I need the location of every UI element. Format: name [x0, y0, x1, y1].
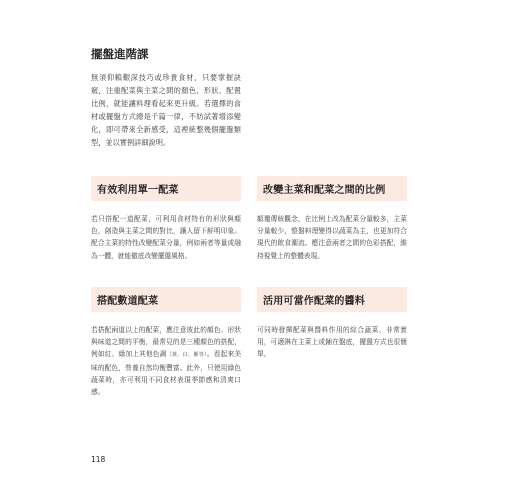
card-body-note: （黃、白、紫等）: [166, 352, 207, 359]
card-title: 改變主菜和配菜之間的比例: [263, 185, 386, 196]
card-header: [91, 287, 241, 312]
tip-card-multiple-side-dishes: [91, 287, 241, 398]
card-body: 顛覆傳統觀念，在比例上改為配菜分量較多，主菜分量較少，整盤料理變得以蔬菜為主，也更加符合現代的飲食潮流。應注意兩者之間的色彩搭配，維持視覺上的整體表現。: [257, 215, 407, 260]
card-body-text: 若搭配兩道以上的配菜，應注意彼此的顏色、形狀與味道之間的平衡，最常見的是三種顏色的搭配，例如紅、綠加上其他色調: [91, 326, 241, 359]
intro-paragraph: 無須仰賴艱深技巧或珍貴食材，只要掌握訣竅，注重配菜與主菜之間的顏色、形狀、配置比例，就能讓料理看起來更升級。若選擇的食材或擺盤方式總是千篇一律，不妨試著增添變化，即可帶來全新感受，這裡統整幾個擺盤類型，並以實例詳細說明。: [91, 73, 241, 147]
card-title: 活用可當作配菜的醬料: [263, 296, 365, 307]
card-header: [257, 176, 407, 201]
card-body: [91, 324, 241, 398]
tip-card-single-side-dish: [91, 176, 241, 262]
card-title: 有效利用單一配菜: [97, 185, 179, 196]
card-body: 可同時發揮配菜與醬料作用的綜合蔬菜，非常實用，可適淋在主菜上或鋪在盤底，擺盤方式也很簡單。: [257, 326, 407, 359]
card-body-text: 。看起來美味的配色，營養自然均衡豐富。此外，只使用綠色蔬菜時，亦可利用不同食材表現季節感和清爽口感。: [91, 350, 242, 397]
card-header: [91, 176, 241, 201]
page-title: 擺盤進階課: [91, 47, 149, 61]
tip-card-ratio: [257, 176, 407, 262]
tip-card-sauce: [257, 287, 407, 361]
card-title: 搭配數道配菜: [97, 296, 159, 307]
card-body: 若只搭配一道配菜，可利用食材特有的形狀與顏色，創造與主菜之間的對比，讓人留下鮮明印象。配合主菜的特性改變配菜分量，例如兩者等量或融為一體，就能徹底改變擺盤風格。: [91, 215, 241, 260]
page-number: 118: [91, 455, 106, 464]
card-header: [257, 287, 407, 312]
